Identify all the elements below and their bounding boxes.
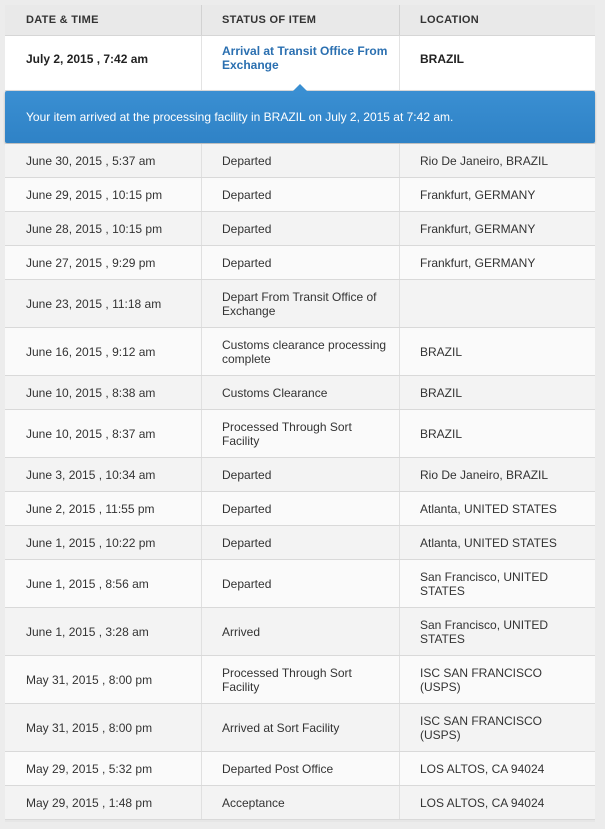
history-rows [5, 144, 595, 820]
column-divider [399, 492, 400, 525]
row-status: Arrived at Sort Facility [222, 720, 340, 735]
column-divider [201, 246, 202, 279]
row-date: May 29, 2015 , 5:32 pm [26, 761, 153, 776]
row-location [420, 280, 585, 327]
row-status: Customs Clearance [222, 385, 328, 400]
column-divider [201, 178, 202, 211]
column-divider [399, 178, 400, 211]
row-location: ISC SAN FRANCISCO (USPS) [420, 665, 543, 694]
header-status: STATUS OF ITEM [222, 14, 317, 26]
row-location: Atlanta, UNITED STATES [420, 535, 557, 550]
row-status: Departed [222, 501, 272, 516]
row-date: June 27, 2015 , 9:29 pm [26, 255, 156, 270]
row-location: Rio De Janeiro, BRAZIL [420, 467, 549, 482]
row-date: June 1, 2015 , 3:28 am [26, 624, 149, 639]
header-divider [201, 5, 202, 35]
table-row [5, 376, 595, 410]
table-row [5, 144, 595, 178]
column-divider [399, 704, 400, 751]
column-divider [399, 560, 400, 607]
table-row [5, 704, 595, 752]
row-status: Depart From Transit Office of Exchange [222, 289, 377, 318]
row-status: Arrived [222, 624, 261, 639]
column-divider [399, 376, 400, 409]
table-row [5, 410, 595, 458]
row-status: Departed [222, 221, 272, 236]
row-date: June 10, 2015 , 8:37 am [26, 426, 156, 441]
table-row [5, 458, 595, 492]
header-divider [399, 5, 400, 35]
table-row [5, 212, 595, 246]
column-divider [201, 212, 202, 245]
banner-message: Your item arrived at the processing facility in BRAZIL on July 2, 2015 at 7:42 am. [26, 110, 454, 124]
row-date: June 2, 2015 , 11:55 pm [26, 501, 155, 516]
column-divider [399, 410, 400, 457]
table-row [5, 492, 595, 526]
row-status: Departed [222, 467, 272, 482]
table-row [5, 526, 595, 560]
row-status: Departed [222, 187, 272, 202]
row-location: Frankfurt, GERMANY [420, 255, 536, 270]
table-row [5, 752, 595, 786]
row-location: BRAZIL [420, 344, 463, 359]
table-row [5, 560, 595, 608]
latest-event-row [5, 36, 595, 91]
column-divider [201, 36, 202, 90]
row-location: LOS ALTOS, CA 94024 [420, 795, 545, 810]
latest-status-link[interactable]: Arrival at Transit Office From Exchange [222, 44, 388, 72]
column-divider [399, 212, 400, 245]
column-divider [399, 36, 400, 90]
row-location: ISC SAN FRANCISCO (USPS) [420, 713, 543, 742]
table-row [5, 280, 595, 328]
row-date: June 29, 2015 , 10:15 pm [26, 187, 163, 202]
table-row [5, 786, 595, 820]
latest-location: BRAZIL [420, 52, 464, 66]
column-divider [201, 786, 202, 819]
column-divider [399, 656, 400, 703]
row-date: June 28, 2015 , 10:15 pm [26, 221, 163, 236]
column-divider [399, 526, 400, 559]
column-divider [201, 328, 202, 375]
row-date: May 31, 2015 , 8:00 pm [26, 720, 153, 735]
column-divider [399, 144, 400, 177]
column-divider [201, 280, 202, 327]
column-divider [399, 246, 400, 279]
table-row [5, 246, 595, 280]
table-row [5, 608, 595, 656]
column-divider [201, 410, 202, 457]
row-location: LOS ALTOS, CA 94024 [420, 761, 545, 776]
row-date: May 29, 2015 , 1:48 pm [26, 795, 153, 810]
row-date: June 10, 2015 , 8:38 am [26, 385, 156, 400]
row-location: Frankfurt, GERMANY [420, 187, 536, 202]
column-divider [201, 608, 202, 655]
row-date: June 1, 2015 , 8:56 am [26, 576, 149, 591]
row-location: Atlanta, UNITED STATES [420, 501, 557, 516]
table-row [5, 178, 595, 212]
row-location: BRAZIL [420, 426, 463, 441]
table-header [5, 5, 595, 36]
column-divider [201, 458, 202, 491]
row-status: Customs clearance processing complete [222, 337, 387, 366]
table-row [5, 328, 595, 376]
table-row [5, 656, 595, 704]
column-divider [399, 752, 400, 785]
row-date: June 3, 2015 , 10:34 am [26, 467, 156, 482]
row-location: BRAZIL [420, 385, 463, 400]
status-detail-banner [5, 91, 595, 143]
row-status: Processed Through Sort Facility [222, 665, 352, 694]
column-divider [399, 458, 400, 491]
column-divider [201, 376, 202, 409]
row-status: Departed [222, 255, 272, 270]
row-location: San Francisco, UNITED STATES [420, 617, 549, 646]
column-divider [201, 560, 202, 607]
row-date: June 30, 2015 , 5:37 am [26, 153, 156, 168]
row-status: Processed Through Sort Facility [222, 419, 352, 448]
row-date: June 16, 2015 , 9:12 am [26, 344, 156, 359]
row-location: San Francisco, UNITED STATES [420, 569, 549, 598]
row-status: Departed Post Office [222, 761, 334, 776]
row-status: Departed [222, 153, 272, 168]
column-divider [201, 144, 202, 177]
column-divider [399, 786, 400, 819]
latest-date: July 2, 2015 , 7:42 am [26, 52, 149, 66]
column-divider [201, 704, 202, 751]
row-status: Acceptance [222, 795, 285, 810]
header-location: LOCATION [420, 14, 480, 26]
row-location: Frankfurt, GERMANY [420, 221, 536, 236]
column-divider [201, 752, 202, 785]
column-divider [201, 656, 202, 703]
column-divider [201, 492, 202, 525]
row-date: June 1, 2015 , 10:22 pm [26, 535, 156, 550]
row-location: Rio De Janeiro, BRAZIL [420, 153, 549, 168]
column-divider [399, 328, 400, 375]
row-date: May 31, 2015 , 8:00 pm [26, 672, 153, 687]
row-status: Departed [222, 535, 272, 550]
column-divider [399, 280, 400, 327]
row-status: Departed [222, 576, 272, 591]
header-date-time: DATE & TIME [26, 14, 99, 26]
column-divider [201, 526, 202, 559]
row-date: June 23, 2015 , 11:18 am [26, 296, 162, 311]
column-divider [399, 608, 400, 655]
